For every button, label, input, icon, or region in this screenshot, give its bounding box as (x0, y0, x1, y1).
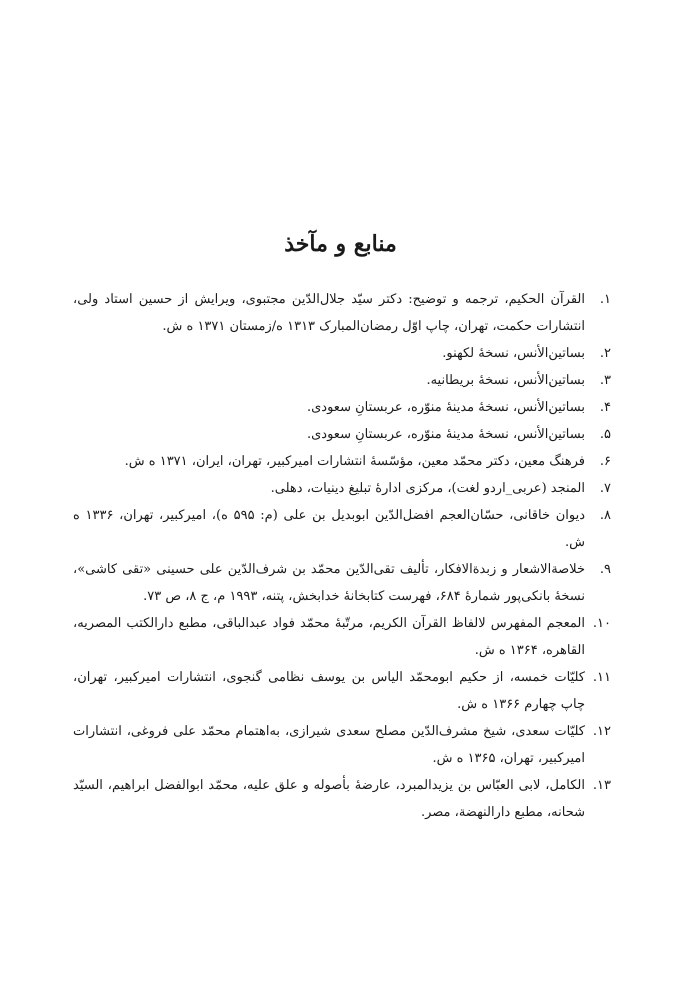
reference-text: کلیّات سعدی، شیخ مشرف‌الدّین مصلح سعدی شیرازی، به‌اهتمام محمّد علی فروغی، انتشارات امیرکبیر، تهران، ۱۳۶۵ ه ش. (73, 724, 585, 766)
reference-text: القرآن الحکیم، ترجمه و توضیح: دکتر سیّد جلال‌الدّین مجتبوی، ویرایش از حسین استاد ولی، انتشارات حکمت، تهران، چاپ اوّل رمضان‌المبارک ۱۳۱۳ ه/زمستان ۱۳۷۱ ه ش. (73, 292, 585, 334)
reference-item (73, 610, 611, 664)
reference-item (73, 502, 611, 556)
reference-item (73, 448, 611, 475)
reference-text: المعجم المفهرس لالفاظ القرآن الکریم، مرتّبهٔ محمّد فواد عبدالباقی، مطبع دارالکتب المصریه، القاهره، ۱۳۶۴ ه ش. (73, 616, 585, 658)
reference-item (73, 421, 611, 448)
reference-number: ۱۲. (592, 724, 611, 739)
reference-item (73, 367, 611, 394)
reference-number: ۱۱. (592, 670, 611, 685)
reference-text: دیوان خاقانی، حسّان‌العجم افضل‌الدّین ابوبدیل بن علی (م: ۵۹۵ ه)، امیرکبیر، تهران، ۱۳۳۶ ه ش. (73, 508, 585, 550)
reference-number: ۲. (599, 346, 611, 361)
reference-number: ۹. (599, 562, 611, 577)
reference-text: فرهنگ معین، دکتر محمّد معین، مؤسّسهٔ انتشارات امیرکبیر، تهران، ایران، ۱۳۷۱ ه ش. (124, 454, 585, 469)
reference-number: ۴. (599, 400, 611, 415)
reference-item (73, 340, 611, 367)
reference-text: الکامل، لابی العبّاس بن یزیدالمبرد، عارضهٔ بأصوله و علق علیه، محمّد ابوالفضل ابراهیم، السیّد شحانه، مطبع دارالنهضة، مصر. (73, 778, 585, 820)
reference-text: کلیّات خمسه، از حکیم ابومحمّد الیاس بن یوسف نظامی گنجوی، انتشارات امیرکبیر، تهران، چاپ چهارم ۱۳۶۶ ه ش. (73, 670, 585, 712)
reference-item (73, 556, 611, 610)
reference-text: بساتین‌الأنس، نسخهٔ لکهنو. (442, 346, 585, 361)
reference-number: ۳. (599, 373, 611, 388)
reference-number: ۸. (599, 508, 611, 523)
reference-text: بساتین‌الأنس، نسخهٔ مدینهٔ منوّره، عربستانِ سعودی. (306, 427, 585, 442)
reference-item (73, 475, 611, 502)
reference-text: بساتین‌الأنس، نسخهٔ بریطانیه. (426, 373, 585, 388)
reference-text: بساتین‌الأنس، نسخهٔ مدینهٔ منوّره، عربستانِ سعودی. (306, 400, 585, 415)
reference-number: ۱. (599, 292, 611, 307)
reference-item (73, 286, 611, 340)
reference-item (73, 394, 611, 421)
reference-text: المنجد (عربی_اردو لغت)، مرکزی ادارهٔ تبلیغ دینیات، دهلی. (270, 481, 585, 496)
reference-number: ۵. (599, 427, 611, 442)
reference-item (73, 772, 611, 826)
reference-text: خلاصة‌الاشعار و زبدة‌الافکار، تألیف تقی‌الدّین محمّد بن شرف‌الدّین علی حسینی «تقی کاشی»، نسخهٔ بانکی‌پور شمارهٔ ۶۸۴، فهرست کتابخانهٔ خدابخش، پتنه، ۱۹۹۳ م، ج ۸، ص ۷۳. (73, 562, 585, 604)
reference-item (73, 664, 611, 718)
references-list (73, 286, 611, 826)
reference-number: ۶. (599, 454, 611, 469)
reference-number: ۷. (599, 481, 611, 496)
reference-number: ۱۰. (592, 616, 611, 631)
reference-item (73, 718, 611, 772)
reference-number: ۱۳. (592, 778, 611, 793)
page-title: منابع و مآخذ (284, 231, 397, 257)
